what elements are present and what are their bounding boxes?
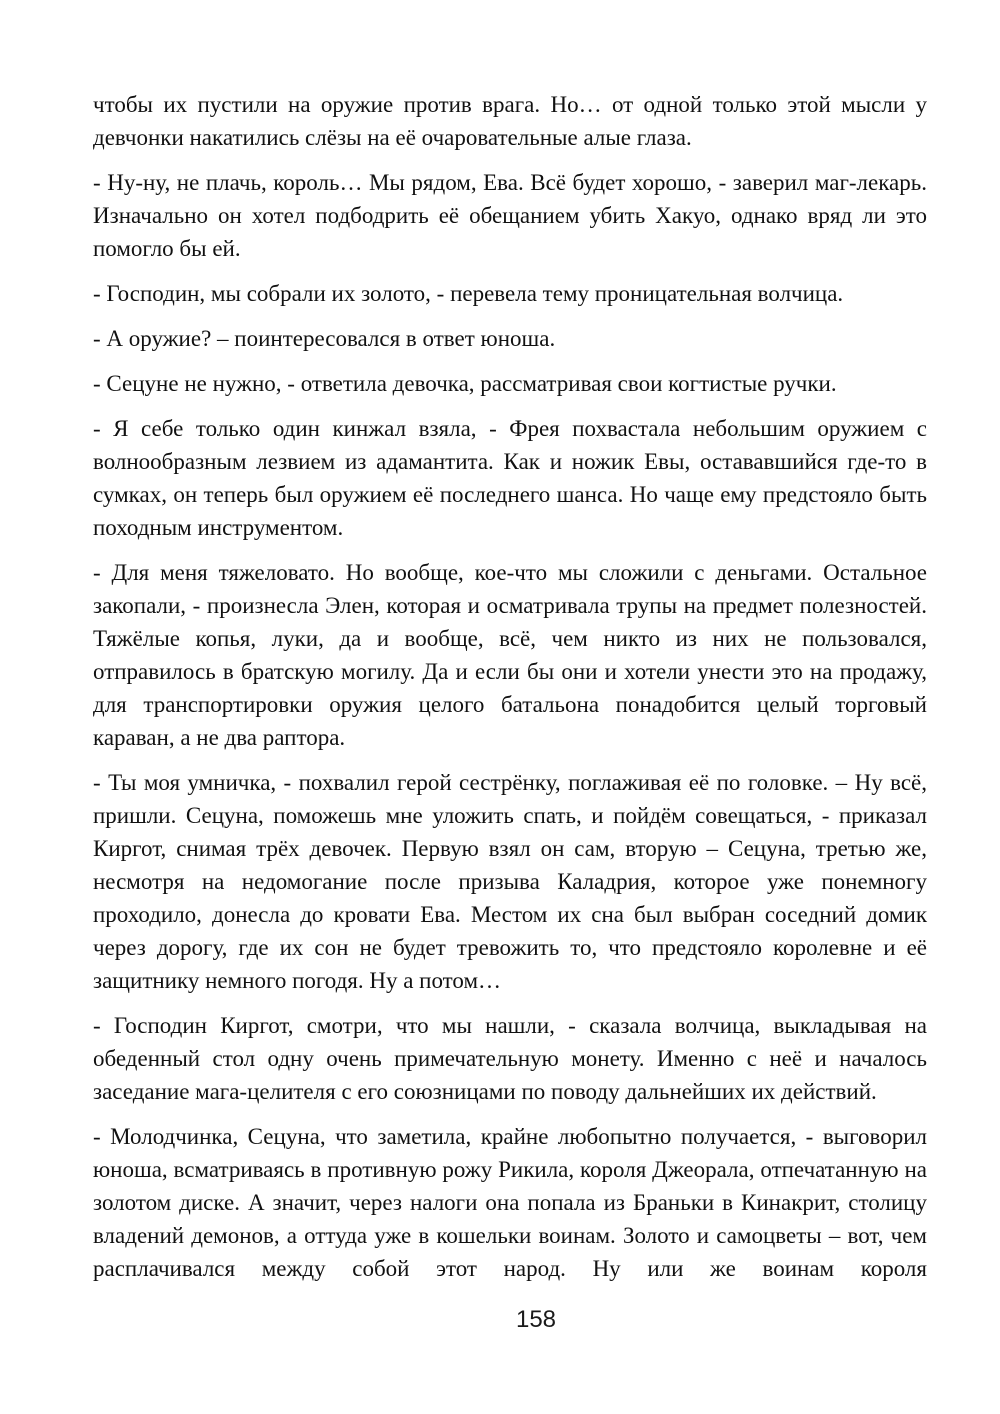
paragraph: - Ты моя умничка, - похвалил герой сестрёнку, поглаживая её по головке. – Ну всё, пришли. Сецуна, поможешь мне уложить спать, и пойдём совещаться, - приказал Киргот, снимая трёх девочек. Первую взял он сам, вторую – Сецуна, третью же, несмотря на недомогание после призыва Каладрия, которое уже понемногу проходило, донесла до кровати Ева. Местом их сна был выбран соседний домик через дорогу, где их сон не будет тревожить то, что предстояло королевне и её защитнику немного погодя. Ну а потом… (93, 770, 927, 993)
page-text (93, 88, 927, 1297)
paragraph: - Для меня тяжеловато. Но вообще, кое-что мы сложили с деньгами. Остальное закопали, - произнесла Элен, которая и осматривала трупы на предмет полезностей. Тяжёлые копья, луки, да и вообще, всё, чем никто из них не пользовался, отправилось в братскую могилу. Да и если бы они и хотели унести это на продажу, для транспортировки оружия целого батальона понадобится целый торговый караван, а не два раптора. (93, 560, 927, 750)
paragraph: - Господин Киргот, смотри, что мы нашли, - сказала волчица, выкладывая на обеденный стол одну очень примечательную монету. Именно с неё и началось заседание мага-целителя с его союзницами по поводу дальнейших их действий. (93, 1013, 927, 1104)
paragraph: - Ну-ну, не плачь, король… Мы рядом, Ева. Всё будет хорошо, - заверил маг-лекарь. Изначально он хотел подбодрить её обещанием убить Хакуо, однако вряд ли это помогло бы ей. (93, 170, 927, 261)
paragraph: - А оружие? – поинтересовался в ответ юноша. (93, 326, 556, 351)
paragraph: - Молодчинка, Сецуна, что заметила, крайне любопытно получается, - выговорил юноша, всматриваясь в противную рожу Рикила, короля Джеорала, отпечатанную на золотом диске. А значит, через налоги она попала из Браньки в Кинакрит, столицу владений демонов, а оттуда уже в кошельки воинам. Золото и самоцветы – вот, чем расплачивался между собой этот народ. Ну или же воинам короля (93, 1124, 927, 1281)
paragraph: чтобы их пустили на оружие против врага. Но… от одной только этой мысли у девчонки накатились слёзы на её очаровательные алые глаза. (93, 92, 927, 150)
paragraph: - Господин, мы собрали их золото, - перевела тему проницательная волчица. (93, 281, 844, 306)
paragraph: - Я себе только один кинжал взяла, - Фрея похвастала небольшим оружием с волнообразным лезвием из адамантита. Как и ножик Евы, остававшийся где-то в сумках, он теперь был оружием её последнего шанса. Но чаще ему предстояло быть походным инструментом. (93, 416, 927, 540)
page-number: 158 (515, 1306, 557, 1333)
paragraph: - Сецуне не нужно, - ответила девочка, рассматривая свои когтистые ручки. (93, 371, 837, 396)
